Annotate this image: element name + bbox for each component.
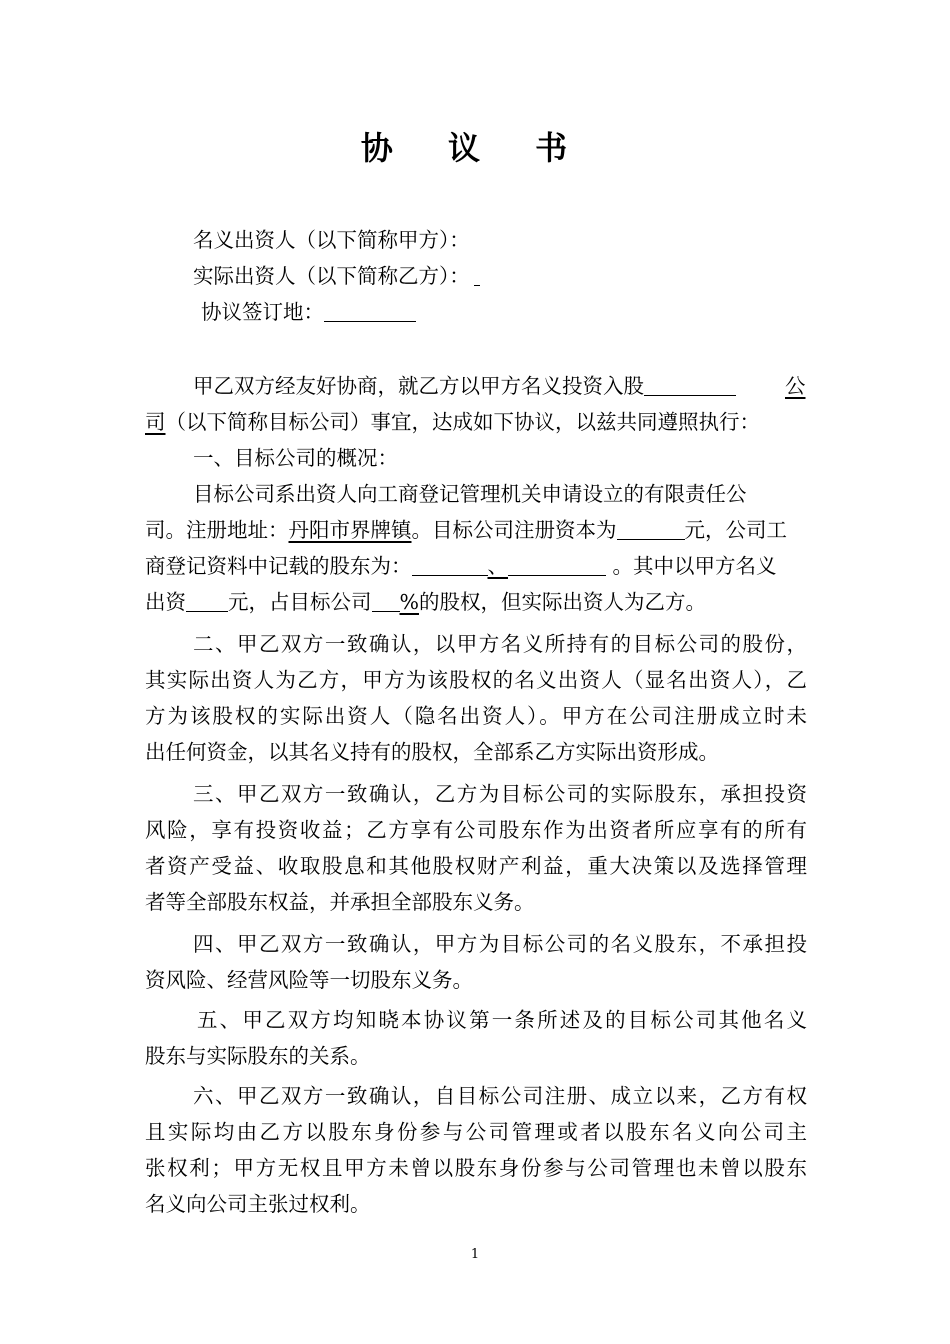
page-number: 1 [470,1247,480,1262]
intro-text-2b: （以下简称目标公司）事宜，达成如下协议，以兹共同遵照执行： [165,410,760,434]
section1-text-4a: 出资 [145,590,186,614]
section2-line-4: 出任何资金，以其名义持有的股权，全部系乙方实际出资形成。 [145,740,719,764]
shareholder2-blank [508,553,606,576]
actual-investor-label: 实际出资人（以下简称乙方）： [193,264,470,288]
section5-line-2: 股东与实际股东的关系。 [145,1044,371,1068]
section4-line-2: 资风险、经营风险等一切股东义务。 [145,968,473,992]
section1-heading: 一、目标公司的概况： [193,446,398,470]
section1-text-2c: 元，公司工 [684,518,787,542]
section6-line-4: 名义向公司主张过权利。 [145,1192,371,1216]
section5-line-1: 五、甲乙双方均知晓本协议第一条所述及的目标公司其他名义 [197,1008,807,1032]
signing-place-label: 协议签订地： [201,300,324,324]
section2-line-2: 其实际出资人为乙方，甲方为该股权的名义出资人（显名出资人），乙 [145,668,807,692]
section3-line-4: 者等全部股东权益，并承担全部股东义务。 [145,890,535,914]
actual-investor-line [193,258,480,294]
section1-text-3a: 商登记资料中记载的股东为： [145,554,412,578]
intro-line-1-end [785,368,806,404]
nominal-investor-label: 名义出资人（以下简称甲方）： [193,228,470,252]
percent-sign: % [399,590,419,614]
section1-line-3 [145,548,777,584]
section1-line-2 [145,512,787,548]
section3-line-1: 三、甲乙双方一致确认，乙方为目标公司的实际股东，承担投资 [193,782,807,806]
section2-line-3: 方为该股权的实际出资人（隐名出资人）。甲方在公司注册成立时未 [145,704,807,728]
signing-place-blank [324,299,416,322]
intro-line-1 [193,368,736,404]
section1-line-4 [145,584,706,620]
section1-text-2a: 司。注册地址： [145,518,289,542]
shareholder1-blank [412,553,488,576]
document-title: 协 议 书 [360,129,590,167]
signing-place-line [201,294,416,330]
section1-text-3b: 。其中以甲方名义 [606,554,777,578]
section6-line-2: 且实际均由乙方以股东身份参与公司管理或者以股东名义向公司主 [145,1120,807,1144]
percentage-blank [372,589,400,612]
actual-investor-blank [474,263,480,286]
section1-text-4c: 的股权，但实际出资人为乙方。 [418,590,706,614]
section6-line-1: 六、甲乙双方一致确认，自目标公司注册、成立以来，乙方有权 [193,1084,807,1108]
intro-text-1a: 甲乙双方经友好协商，就乙方以甲方名义投资入股 [193,374,644,398]
section1-text-2b: 。目标公司注册资本为 [411,518,617,542]
shareholder-separator: 、 [487,554,508,578]
nominal-investor-line [193,222,470,258]
intro-text-1b: 公 [785,374,806,398]
section3-line-3: 者资产受益、收取股息和其他股权财产利益，重大决策以及选择管理 [145,854,807,878]
section1-text-4b: 元，占目标公司 [228,590,372,614]
section4-line-1: 四、甲乙双方一致确认，甲方为目标公司的名义股东，不承担投 [193,932,807,956]
contribution-blank [186,589,228,612]
section1-line-1: 目标公司系出资人向工商登记管理机关申请设立的有限责任公 [193,482,747,506]
intro-line-2 [145,404,760,440]
intro-text-2a: 司 [145,410,166,434]
registered-capital-blank [617,517,685,540]
company-name-blank [644,373,736,396]
section3-line-2: 风险，享有投资收益；乙方享有公司股东作为出资者所应享有的所有 [145,818,807,842]
registered-address: 丹阳市界牌镇 [288,518,412,542]
section2-line-1: 二、甲乙双方一致确认，以甲方名义所持有的目标公司的股份， [193,632,807,656]
section6-line-3: 张权利；甲方无权且甲方未曾以股东身份参与公司管理也未曾以股东 [145,1156,807,1180]
